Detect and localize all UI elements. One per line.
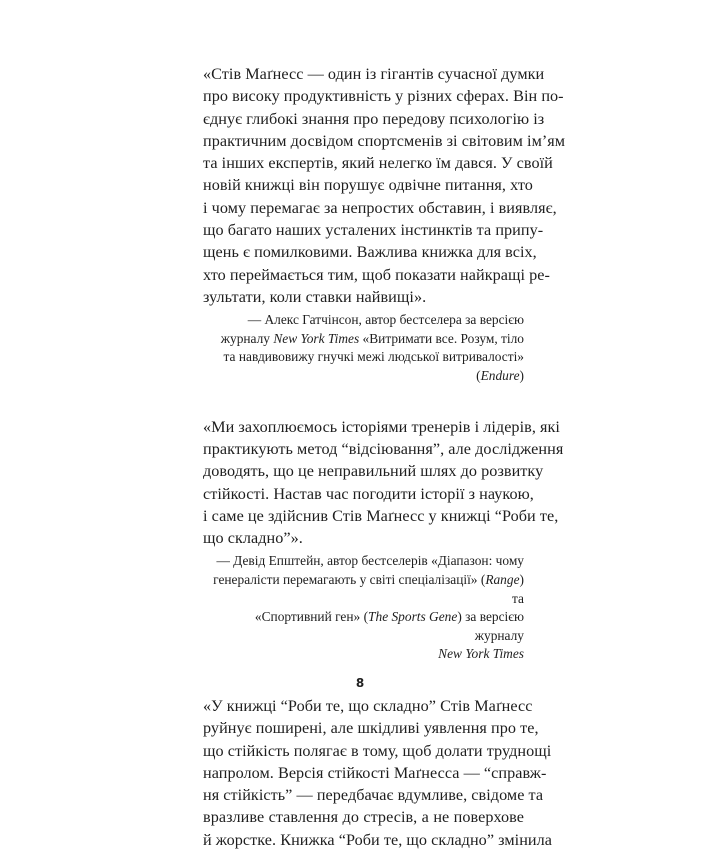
book-title-original: Endure xyxy=(480,368,520,384)
quote-line: стійкості. Настав час погодити історії з наукою, xyxy=(203,484,534,503)
attribution-line xyxy=(203,571,524,608)
endorsement-third xyxy=(203,695,552,851)
quote-line: і саме це здійснив Стів Маґнесс у книжці “Роби те, xyxy=(203,506,559,525)
quote-line: й жорстке. Книжка “Роби те, що складно” змінила xyxy=(203,830,552,849)
attribution-text: ) та xyxy=(512,572,524,606)
book-title-original: Range xyxy=(485,572,520,588)
quote-line: хто переймається тим, щоб показати найкращі ре- xyxy=(203,265,550,284)
publication-title: New York Times xyxy=(273,330,360,346)
quote-line: практичним досвідом спортсменів зі світовим ім’ям xyxy=(203,131,566,150)
endorsement-quote xyxy=(203,416,564,550)
quote-line: про високу продуктивність у різних сферах. Він по- xyxy=(203,87,564,106)
attribution-line xyxy=(203,367,524,386)
attribution-text: ( xyxy=(476,368,481,384)
attribution-line: — Алекс Гатчінсон, автор бестселера за версією xyxy=(247,312,524,328)
quote-line: новій книжці він порушує одвічне питання, хто xyxy=(203,176,533,195)
quote-line: зультати, коли ставки найвищі». xyxy=(203,287,427,306)
attribution-line: — Девід Епштейн, автор бестселерів «Діапазон: чому xyxy=(216,553,524,569)
book-title-original: The Sports Gene xyxy=(368,609,458,625)
quote-line: вразливе ставлення до стресів, а не поверхове xyxy=(203,808,524,827)
attribution-text: «Витримати все. Розум, тіло xyxy=(359,330,524,346)
page-number: 8 xyxy=(355,676,365,690)
quote-line: практикують метод “відсіювання”, але дослідження xyxy=(203,439,564,458)
attribution-line xyxy=(203,645,524,664)
publication-title: New York Times xyxy=(438,646,524,662)
quote-line: щень є помилковими. Важлива книжка для всіх, xyxy=(203,243,537,262)
endorsement-attribution xyxy=(203,311,524,385)
quote-line: і чому перемагає за непростих обставин, і виявляє, xyxy=(203,198,557,217)
endorsement-hutchinson xyxy=(203,63,566,386)
quote-line: «Стів Маґнесс — один із гігантів сучасної думки xyxy=(203,65,545,83)
endorsement-attribution xyxy=(203,552,524,664)
quote-line: напролом. Версія стійкості Маґнесса — “справж- xyxy=(203,763,547,782)
endorsement-quote xyxy=(203,695,552,851)
attribution-text: журналу xyxy=(220,330,274,346)
quote-line: та інших експертів, який нелегко їм дався. У своїй xyxy=(203,154,553,173)
attribution-text: ) xyxy=(519,368,524,384)
attribution-text: генералісти перемагають у світі спеціалізації» ( xyxy=(213,572,486,588)
quote-line: ня стійкість” — передбачає вдумливе, свідоме та xyxy=(203,786,544,805)
attribution-line xyxy=(203,608,524,645)
quote-line: що багато наших усталених інстинктів та припу- xyxy=(203,221,544,240)
endorsement-epstein xyxy=(203,416,564,664)
quote-line: доводять, що це неправильний шлях до розвитку xyxy=(203,462,544,481)
quote-line: «У книжці “Роби те, що складно” Стів Маґнесс xyxy=(203,696,533,715)
quote-line: що стійкість полягає в тому, щоб долати труднощі xyxy=(203,741,552,760)
quote-line: «Ми захоплюємось історіями тренерів і лідерів, які xyxy=(203,417,560,436)
quote-line: що складно”». xyxy=(203,529,303,548)
attribution-line xyxy=(203,330,524,349)
book-page xyxy=(203,63,566,851)
endorsement-quote xyxy=(203,63,566,308)
attribution-text: ) за версією журналу xyxy=(457,609,524,643)
attribution-text: «Спортивний ген» ( xyxy=(254,609,369,625)
quote-line: єднує глибокі знання про передову психологію із xyxy=(203,109,545,128)
attribution-line: та навдивовижу гнучкі межі людської витривалості» xyxy=(223,349,524,365)
quote-line: руйнує поширені, але шкідливі уявлення про те, xyxy=(203,719,539,738)
